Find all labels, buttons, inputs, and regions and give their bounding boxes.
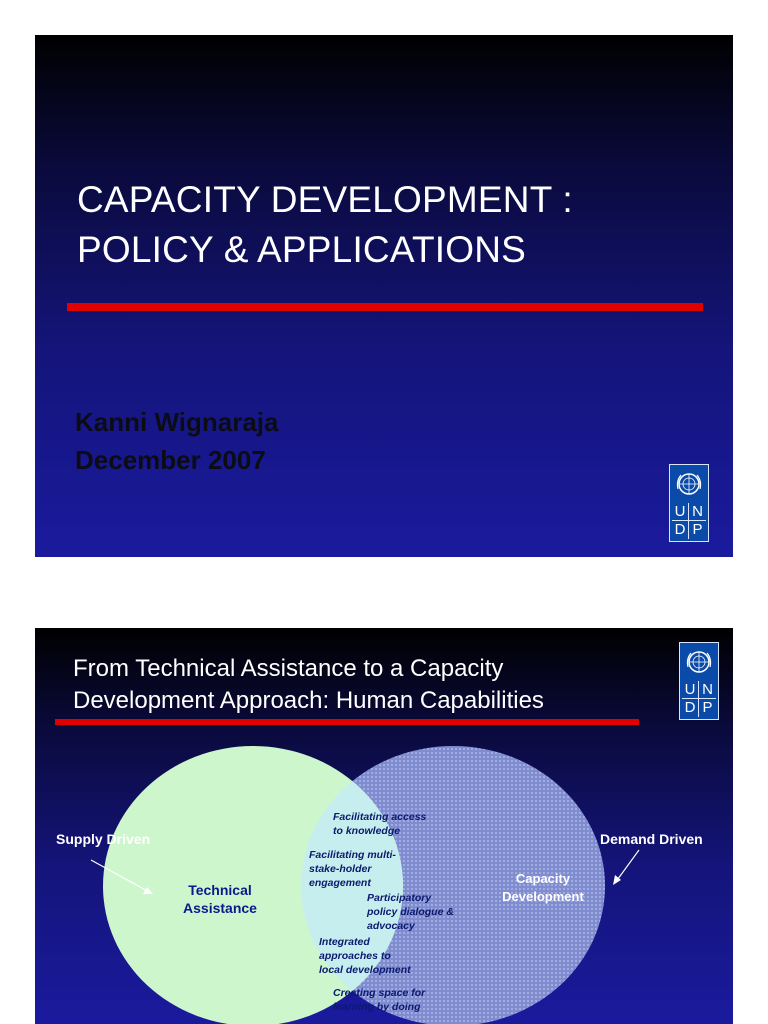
overlap-item-line: advocacy (367, 920, 415, 932)
slide-title (77, 175, 717, 275)
logo-letter: D (672, 521, 689, 539)
capacity-development-label (491, 870, 595, 906)
circle-label-line: Technical (188, 882, 252, 898)
title-slide (35, 35, 733, 557)
overlap-item-line: to knowledge (333, 825, 401, 837)
author-block (75, 403, 278, 479)
overlap-item-line: approaches to (319, 950, 391, 962)
logo-letter: U (672, 503, 689, 521)
demand-driven-label: Demand Driven (600, 831, 703, 847)
slide-title-line-2: Development Approach: Human Capabilities (73, 687, 544, 714)
undp-letters (672, 503, 706, 539)
circle-label-line: Assistance (183, 900, 257, 916)
overlap-item-line: policy dialogue & (367, 906, 454, 918)
overlap-item (333, 986, 425, 1014)
overlap-item-line: stake-holder (309, 863, 372, 875)
slide-title-line-1: From Technical Assistance to a Capacity (73, 655, 504, 682)
overlap-item-line: Creating space for (333, 987, 426, 999)
circle-label-line: Development (502, 889, 584, 904)
logo-letter: N (689, 503, 706, 521)
overlap-item (319, 935, 411, 977)
overlap-item-line: Integrated (319, 936, 370, 948)
presentation-date: December 2007 (75, 445, 266, 475)
overlap-item-line: Participatory (367, 892, 432, 904)
logo-letter: P (692, 521, 703, 538)
undp-logo (669, 464, 709, 542)
overlap-item-line: engagement (309, 877, 371, 889)
slide-title-line-1: CAPACITY DEVELOPMENT : (77, 179, 573, 220)
supply-driven-label: Supply Driven (56, 831, 151, 847)
slide-title-line-2: POLICY & APPLICATIONS (77, 229, 527, 270)
overlap-item-line: Facilitating access (333, 811, 427, 823)
logo-letter: P (702, 699, 713, 716)
logo-letter: N (699, 681, 716, 699)
venn-slide (35, 628, 733, 1024)
author-name: Kanni Wignaraja (75, 407, 279, 437)
overlap-item (367, 891, 454, 933)
technical-assistance-label (175, 881, 265, 917)
overlap-item-line: learning by doing (333, 1001, 421, 1013)
logo-letter: U (682, 681, 699, 699)
overlap-item (309, 848, 396, 890)
title-divider (67, 303, 703, 311)
overlap-item (333, 810, 426, 838)
overlap-item-line: local development (319, 964, 411, 976)
logo-letter: D (682, 699, 699, 717)
overlap-item-line: Facilitating multi- (309, 849, 396, 861)
circle-label-line: Capacity (515, 871, 571, 886)
un-emblem-icon (674, 469, 704, 499)
